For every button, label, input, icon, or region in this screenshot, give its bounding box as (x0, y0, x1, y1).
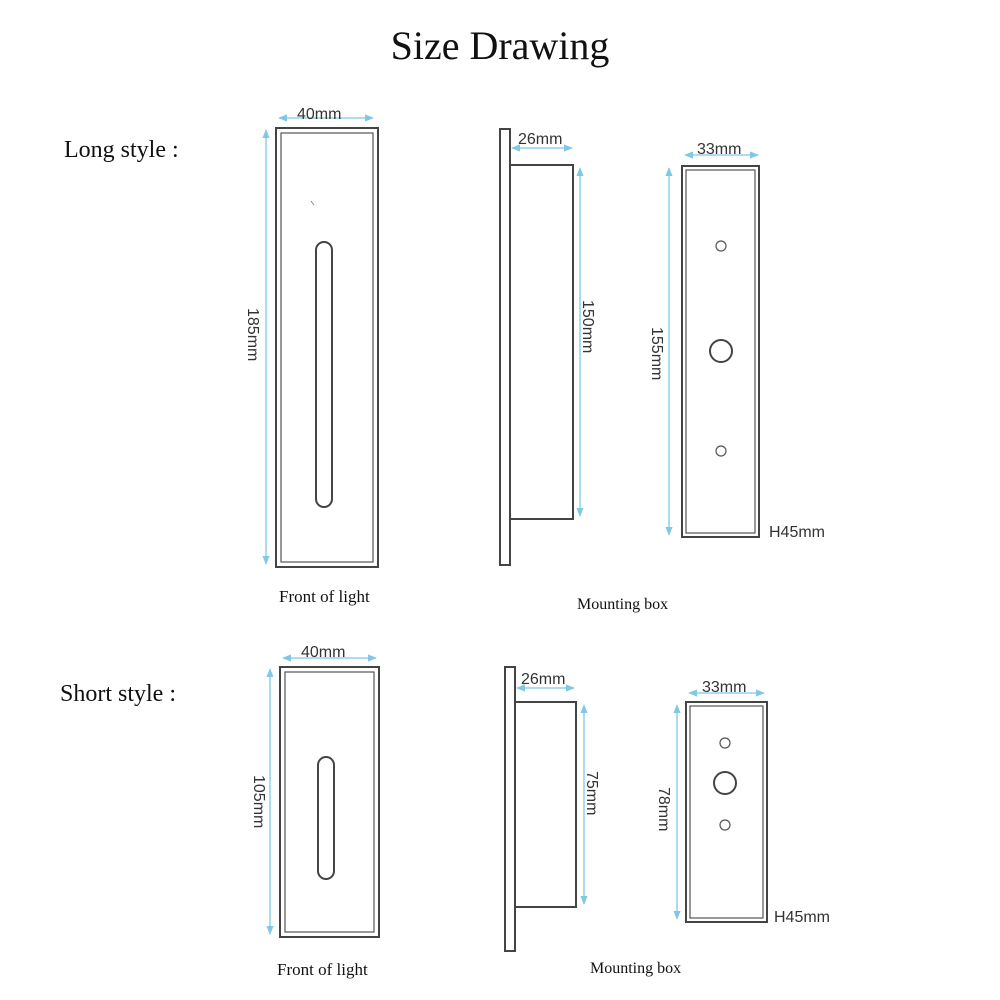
short-screw-hole-top (720, 738, 730, 748)
long-side-flange (500, 129, 510, 565)
long-front-plate-inner (281, 133, 373, 562)
long-back-depth-label: H45mm (769, 524, 826, 541)
short-style-label: Short style : (60, 681, 177, 707)
short-light-slot (318, 757, 334, 879)
short-cable-hole (714, 772, 736, 794)
short-back-box (686, 702, 767, 922)
short-box-caption: Mounting box (590, 960, 682, 977)
short-front-plate-inner (285, 672, 374, 932)
long-screw-hole-bottom (716, 446, 726, 456)
short-front-view (280, 667, 379, 937)
long-screw-hole-top (716, 241, 726, 251)
short-side-view (505, 667, 576, 951)
short-back-view (686, 702, 767, 922)
long-cable-hole (710, 340, 732, 362)
long-front-plate (276, 128, 378, 567)
long-side-view (500, 129, 573, 565)
long-back-width-label: 33mm (697, 141, 742, 158)
page-title: Size Drawing (390, 23, 610, 68)
short-screw-hole-bottom (720, 820, 730, 830)
long-light-slot (316, 242, 332, 507)
long-front-caption: Front of light (279, 587, 370, 606)
short-side-height-label: 75mm (583, 771, 600, 816)
long-back-height-label: 155mm (648, 327, 665, 381)
long-side-box (510, 165, 573, 519)
short-side-flange (505, 667, 515, 951)
long-front-mark (311, 201, 314, 205)
short-back-width-label: 33mm (702, 679, 747, 696)
long-front-view (276, 128, 378, 567)
short-front-caption: Front of light (277, 960, 368, 979)
long-style-label: Long style : (64, 137, 179, 163)
long-side-height-label: 150mm (579, 300, 596, 354)
long-front-height-label: 185mm (244, 308, 261, 362)
long-front-width-label: 40mm (297, 106, 342, 123)
long-back-box-inner (686, 170, 755, 533)
short-front-height-label: 105mm (250, 775, 267, 829)
short-back-depth-label: H45mm (774, 909, 831, 926)
long-back-box (682, 166, 759, 537)
long-box-caption: Mounting box (577, 596, 669, 613)
short-side-depth-label: 26mm (521, 671, 566, 688)
long-back-view (682, 166, 759, 537)
long-side-depth-label: 26mm (518, 131, 563, 148)
short-back-height-label: 78mm (655, 787, 672, 832)
short-front-plate (280, 667, 379, 937)
short-front-width-label: 40mm (301, 644, 346, 661)
short-side-box (515, 702, 576, 907)
